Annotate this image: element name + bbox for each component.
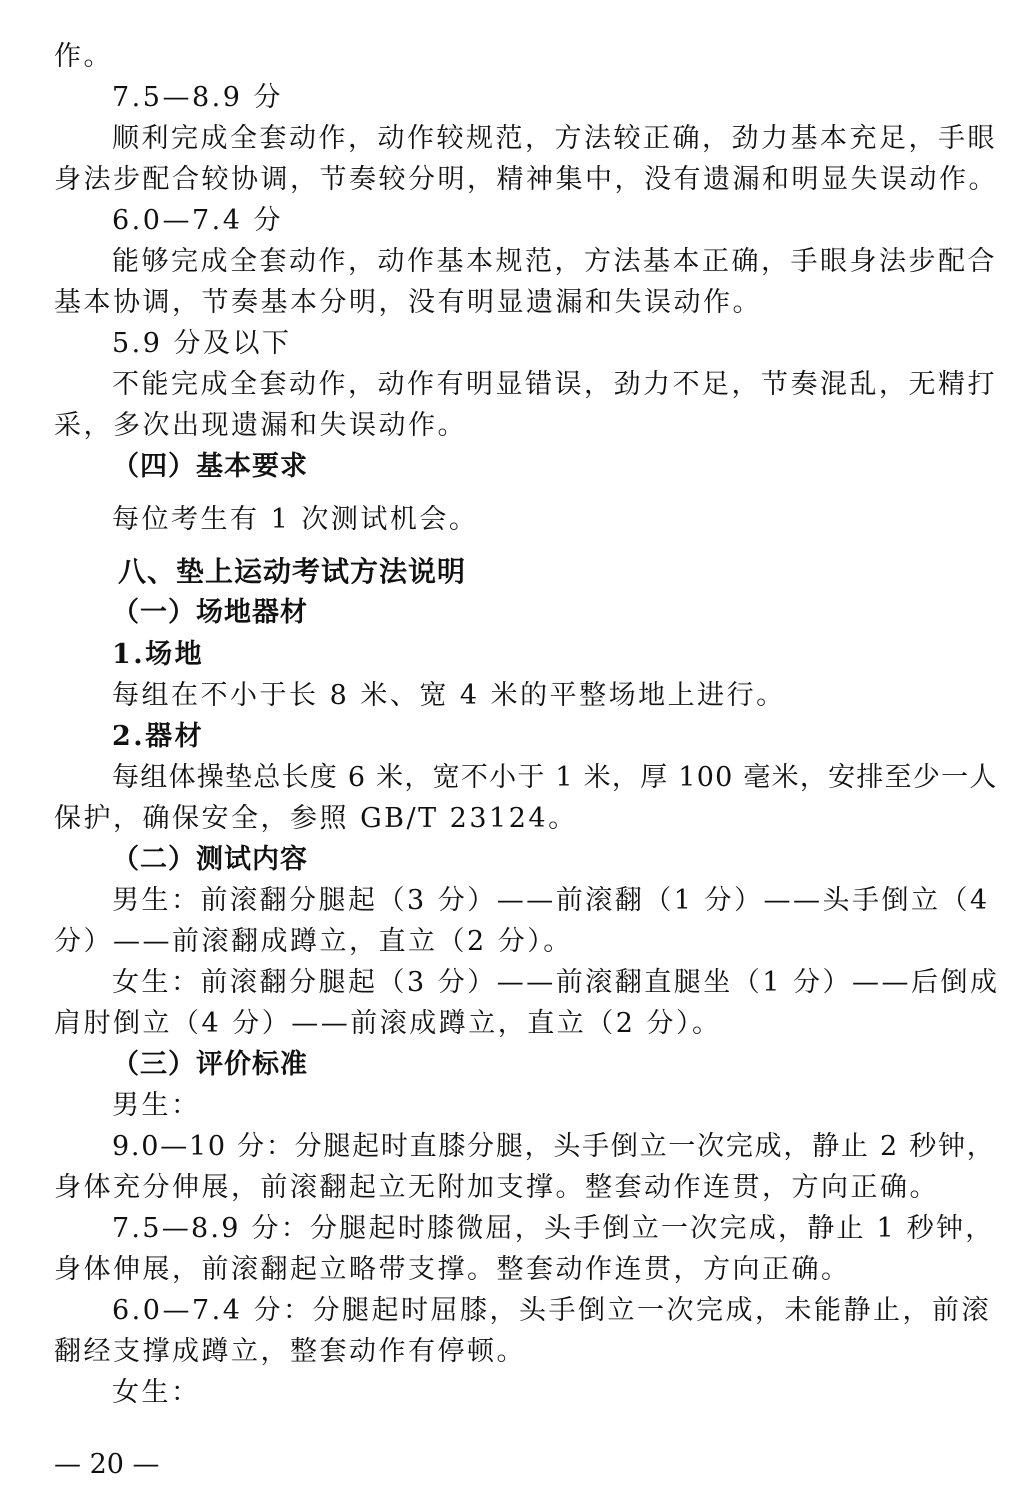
text-line: 每位考生有 1 次测试机会。: [112, 504, 479, 535]
text-line: 顺利完成全套动作，动作较规范，方法较正确，劲力基本充足，手眼: [112, 123, 997, 154]
section-heading: 八、垫上运动考试方法说明: [118, 555, 467, 588]
text-line: 身法步配合较协调，节奏较分明，精神集中，没有遗漏和明显失误动作。: [54, 164, 998, 195]
subsection-heading: （四）基本要求: [112, 451, 308, 482]
text-line: 男生：: [112, 1090, 201, 1121]
text-line: 基本协调，节奏基本分明，没有明显遗漏和失误动作。: [54, 287, 762, 318]
score-range-label: 7.5—8.9 分: [112, 82, 283, 113]
score-range-label: 5.9 分及以下: [112, 328, 292, 359]
text-line: 6.0—7.4 分：分腿起时屈膝，头手倒立一次完成，未能静止，前滚: [112, 1295, 991, 1326]
text-line: 女生：: [112, 1377, 201, 1408]
subsection-heading: （一）场地器材: [112, 597, 308, 628]
text-line: 身体充分伸展，前滚翻起立无附加支撑。整套动作连贯，方向正确。: [54, 1172, 939, 1203]
item-heading: 2.器材: [112, 721, 205, 752]
text-line: 保护，确保安全，参照 GB/T 23124。: [54, 803, 578, 834]
subsection-heading: （二）测试内容: [112, 844, 308, 875]
text-line: 作。: [54, 41, 113, 72]
page-number: — 20 —: [54, 1449, 160, 1480]
score-range-label: 6.0—7.4 分: [112, 205, 283, 236]
text-line: 男生：前滚翻分腿起（3 分）——前滚翻（1 分）——头手倒立（4: [112, 885, 990, 916]
text-line: 肩肘倒立（4 分）——前滚成蹲立，直立（2 分）。: [54, 1008, 722, 1039]
item-heading: 1.场地: [112, 639, 205, 670]
text-line: 身体伸展，前滚翻起立略带支撑。整套动作连贯，方向正确。: [54, 1254, 851, 1285]
text-line: 采，多次出现遗漏和失误动作。: [54, 410, 467, 441]
text-line: 每组体操垫总长度 6 米，宽不小于 1 米，厚 100 毫米，安排至少一人: [112, 762, 998, 793]
text-line: 不能完成全套动作，动作有明显错误，劲力不足，节奏混乱，无精打: [112, 369, 997, 400]
text-line: 7.5—8.9 分：分腿起时膝微屈，头手倒立一次完成，静止 1 秒钟，: [112, 1213, 995, 1244]
text-line: 9.0—10 分：分腿起时直膝分腿，头手倒立一次完成，静止 2 秒钟，: [112, 1131, 996, 1162]
text-line: 分）——前滚翻成蹲立，直立（2 分）。: [54, 926, 573, 957]
text-line: 能够完成全套动作，动作基本规范，方法基本正确，手眼身法步配合: [112, 246, 997, 277]
subsection-heading: （三）评价标准: [112, 1049, 308, 1080]
text-line: 翻经支撑成蹲立，整套动作有停顿。: [54, 1336, 526, 1367]
text-line: 女生：前滚翻分腿起（3 分）——前滚翻直腿坐（1 分）——后倒成: [112, 967, 1000, 998]
text-line: 每组在不小于长 8 米、宽 4 米的平整场地上进行。: [112, 680, 786, 711]
